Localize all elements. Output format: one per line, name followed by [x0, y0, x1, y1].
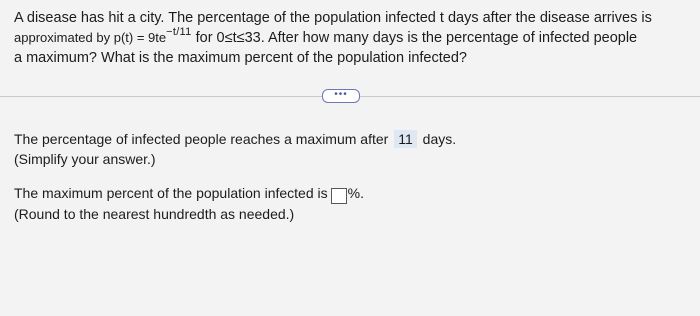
- answer-2: [14, 183, 364, 224]
- answer-2-prefix: The maximum percent of the population infected is: [14, 185, 328, 201]
- answer-2-line: [14, 183, 364, 204]
- equation: approximated by p(t) = 9te: [14, 30, 167, 45]
- equation-exponent: −t/11: [166, 26, 192, 38]
- max-percent-input[interactable]: [331, 188, 347, 204]
- answer-2-suffix: %.: [347, 185, 364, 201]
- question-text: [14, 9, 690, 68]
- answer-1: [14, 129, 456, 169]
- more-button[interactable]: •••: [322, 89, 360, 103]
- answer-1-line: [14, 129, 456, 149]
- answer-1-note: (Simplify your answer.): [14, 151, 156, 167]
- answer-1-prefix: The percentage of infected people reaches a maximum after: [14, 131, 389, 147]
- question-line-1: A disease has hit a city. The percentage of the population infected t days after the disease arrives is: [14, 10, 652, 26]
- question-line-3: a maximum? What is the maximum percent of the population infected?: [14, 50, 467, 66]
- answer-2-note: (Round to the nearest hundredth as needed.): [14, 206, 295, 222]
- answer-1-suffix: days.: [422, 131, 457, 147]
- question-line-2-rest: for 0≤t≤33. After how many days is the percentage of infected people: [191, 30, 638, 46]
- question-line-2: [14, 28, 690, 49]
- answer-1-value: 11: [394, 130, 417, 148]
